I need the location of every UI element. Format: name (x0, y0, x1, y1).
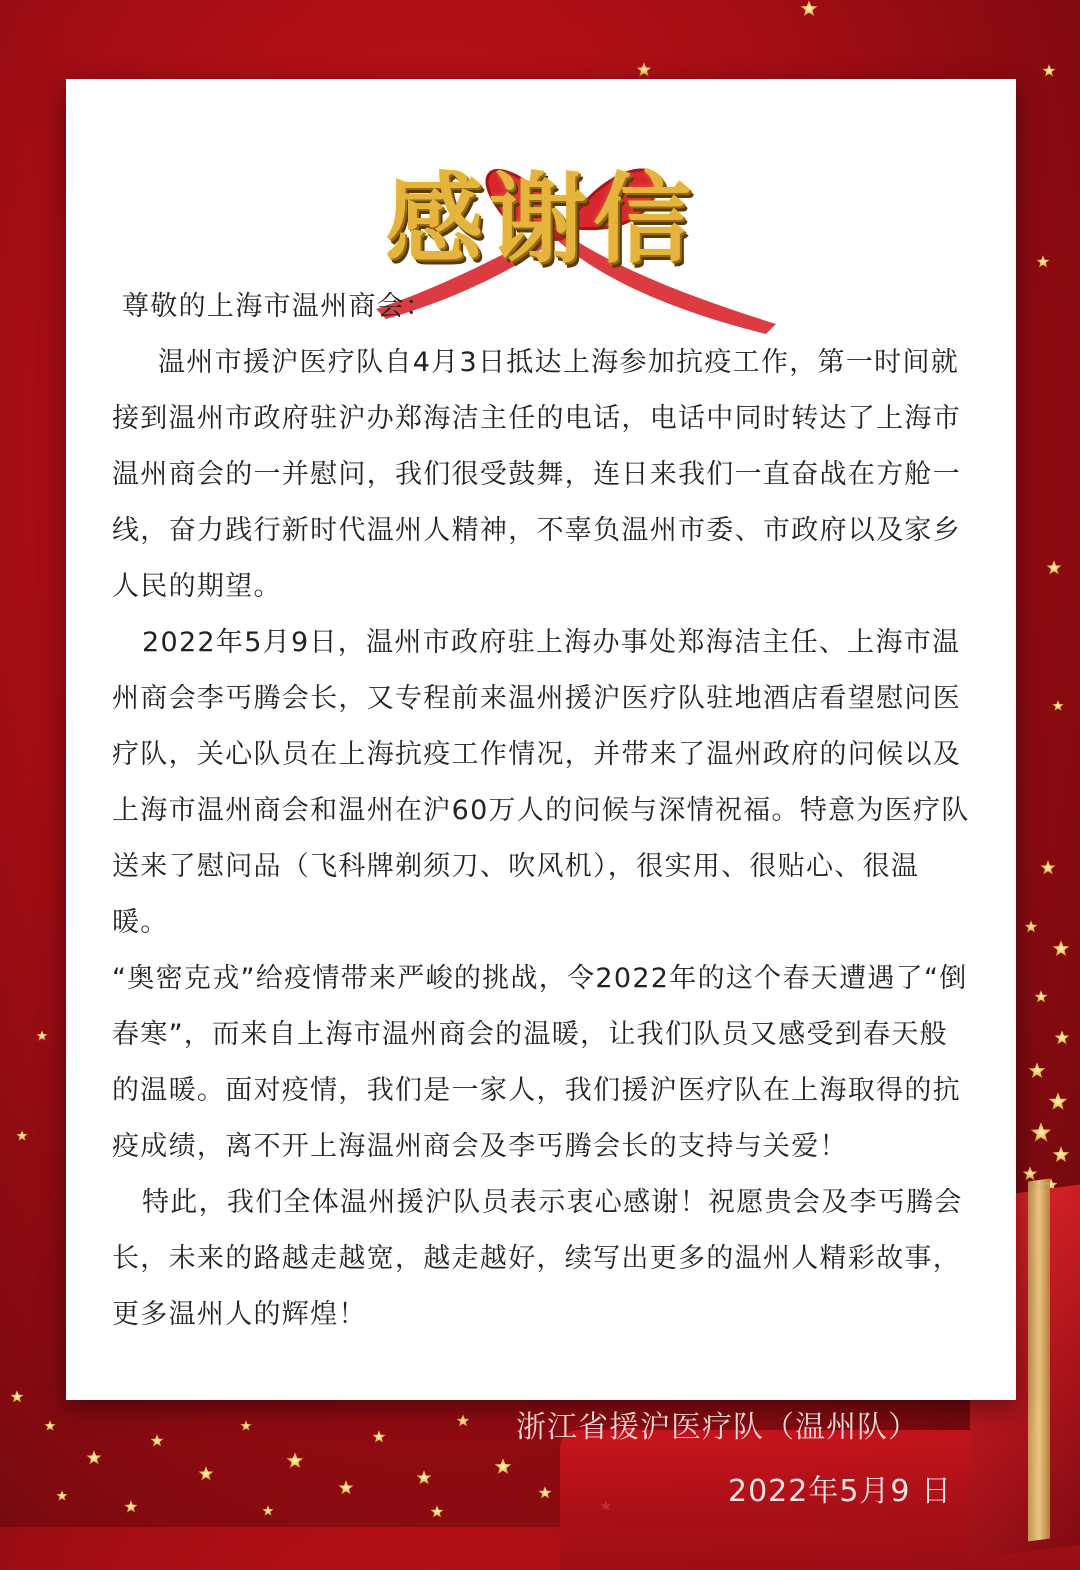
letter-title: 感谢信 (384, 163, 697, 277)
letter-paragraph: “奥密克戎”给疫情带来严峻的挑战，令2022年的这个春天遭遇了“倒春寒”，而来自上海市温州商会的温暖，让我们队员又感受到春天般的温暖。面对疫情，我们是一家人，我们援沪医疗队在上海取得的抗疫成绩，离不开上海温州商会及李丐腾会长的支持与关爱！ (112, 963, 968, 1162)
letter-paragraph: 温州市援沪医疗队自4月3日抵达上海参加抗疫工作，第一时间就接到温州市政府驻沪办郑海洁主任的电话，电话中同时转达了上海市温州商会的一并慰问，我们很受鼓舞，连日来我们一直奋战在方舱一线，奋力践行新时代温州人精神，不辜负温州市委、市政府以及家乡人民的期望。 (112, 347, 961, 602)
letter-greeting: 尊敬的上海市温州商会： (122, 291, 434, 322)
letter-body (112, 279, 972, 1343)
letter-date: 2022年5月9 日 (728, 1474, 953, 1509)
letter-paragraph: 特此，我们全体温州援沪队员表示衷心感谢！祝愿贵会及李丐腾会长，未来的路越走越宽，越走越好，续写出更多的温州人精彩故事，更多温州人的辉煌！ (112, 1187, 963, 1330)
gift-ribbon-decoration (1028, 1178, 1050, 1541)
letter-signature: 浙江省援沪医疗队（温州队） (516, 1410, 919, 1445)
letter-paragraph: 2022年5月9日，温州市政府驻上海办事处郑海洁主任、上海市温州商会李丐腾会长，又专程前来温州援沪医疗队驻地酒店看望慰问医疗队，关心队员在上海抗疫工作情况，并带来了温州政府的问候以及上海市温州商会和温州在沪60万人的问候与深情祝福。特意为医疗队送来了慰问品（飞科牌剃须刀、吹风机），很实用、很贴心、很温暖。 (112, 627, 970, 938)
letter-paper (66, 79, 1016, 1400)
